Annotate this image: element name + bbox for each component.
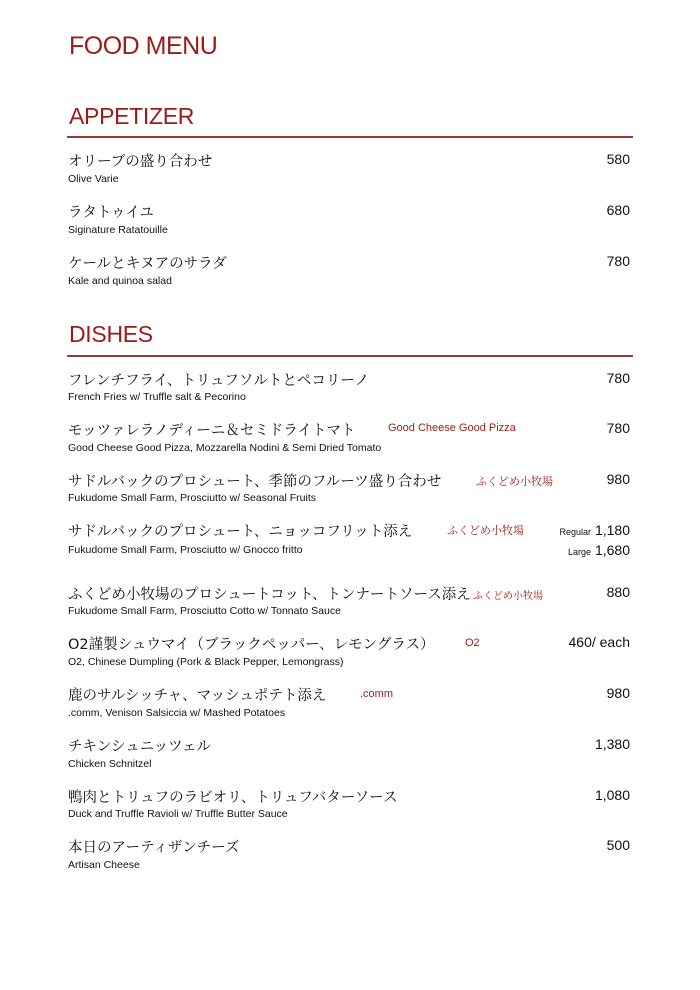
menu-item-jp: フレンチフライ、トリュフソルトとペコリーノ [68,373,370,389]
menu-item-price: 780 [606,370,630,386]
supplier-tag: O2 [465,637,480,649]
menu-item-jp: サドルバックのプロシュート、ニョッコフリット添え [68,524,413,540]
supplier-tag: ふくどめ小牧場 [447,525,524,537]
section-heading-dishes: DISHES [69,321,153,347]
menu-item-jp: ラタトゥイユ [68,205,154,221]
size-label: Large [568,547,592,557]
menu-item-price: 780 [606,253,630,269]
menu-item-jp: 鹿のサルシッチャ、マッシュポテト添え [68,688,327,704]
menu-item-en: Fukudome Small Farm, Prosciutto Cotto w/ Tonnato Sauce [68,605,341,617]
price-value: 1,180 [594,522,630,538]
menu-item-price: 500 [606,837,630,853]
section-divider [67,355,633,357]
menu-item-en: Olive Varie [68,173,119,185]
menu-item-en: O2, Chinese Dumpling (Pork & Black Pepper, Lemongrass) [68,656,344,668]
menu-item-jp: ケールとキヌアのサラダ [68,256,227,272]
section-divider [67,136,633,138]
menu-item-price: 1,080 [594,787,630,803]
menu-item-en: Fukudome Small Farm, Prosciutto w/ Seasonal Fruits [68,492,317,504]
menu-item-en: Chicken Schnitzel [68,758,152,770]
menu-item-en: Artisan Cheese [68,859,140,871]
menu-item-jp: サドルバックのプロシュート、季節のフルーツ盛り合わせ [68,474,442,490]
menu-item-jp: 鴨肉とトリュフのラビオリ、トリュフバターソース [68,790,398,806]
price-value: 1,680 [594,542,630,558]
menu-item-price: 980 [606,471,630,487]
menu-item-en: French Fries w/ Truffle salt & Pecorino [68,391,246,403]
menu-item-jp: チキンシュニッツェル [68,739,212,755]
menu-item-en: Siginature Ratatouille [68,224,168,236]
section-heading-appetizer: APPETIZER [69,103,195,129]
menu-title: FOOD MENU [69,32,218,60]
menu-item-jp: ふくどめ小牧場のプロシュートコット、トンナートソース添え [68,587,471,603]
menu-item-jp: 本日のアーティザンチーズ [68,840,240,856]
menu-item-en: Good Cheese Good Pizza, Mozzarella Nodini & Semi Dried Tomato [68,442,382,454]
supplier-tag: .comm [360,688,393,700]
size-label: Regular [559,527,592,537]
menu-item-price: 460/ each [568,634,630,650]
menu-item-price: 880 [606,584,630,600]
supplier-tag: ふくどめ小牧場 [476,476,553,488]
menu-item-price: 780 [606,420,630,436]
menu-item-en: Fukudome Small Farm, Prosciutto w/ Gnocco fritto [68,544,303,556]
menu-item-price: 1,380 [594,736,630,752]
menu-item-price-regular [560,522,630,538]
menu-item-jp: モッツァレラノディーニ＆セミドライトマト [68,423,356,439]
menu-item-price: 580 [606,151,630,167]
menu-item-jp: O2謹製シュウマイ（ブラックペッパー、レモングラス） [68,637,435,653]
supplier-tag: Good Cheese Good Pizza [388,422,516,434]
menu-item-jp: オリーブの盛り合わせ [68,154,213,170]
supplier-tag: ふくどめ小牧場 [473,591,543,602]
menu-item-en: Kale and quinoa salad [68,275,172,287]
menu-item-en: .comm, Venison Salsiccia w/ Mashed Potatoes [68,707,286,719]
menu-item-en: Duck and Truffle Ravioli w/ Truffle Butter Sauce [68,808,288,820]
menu-item-price-large [568,542,630,558]
menu-item-price: 680 [606,202,630,218]
menu-item-price: 980 [606,685,630,701]
